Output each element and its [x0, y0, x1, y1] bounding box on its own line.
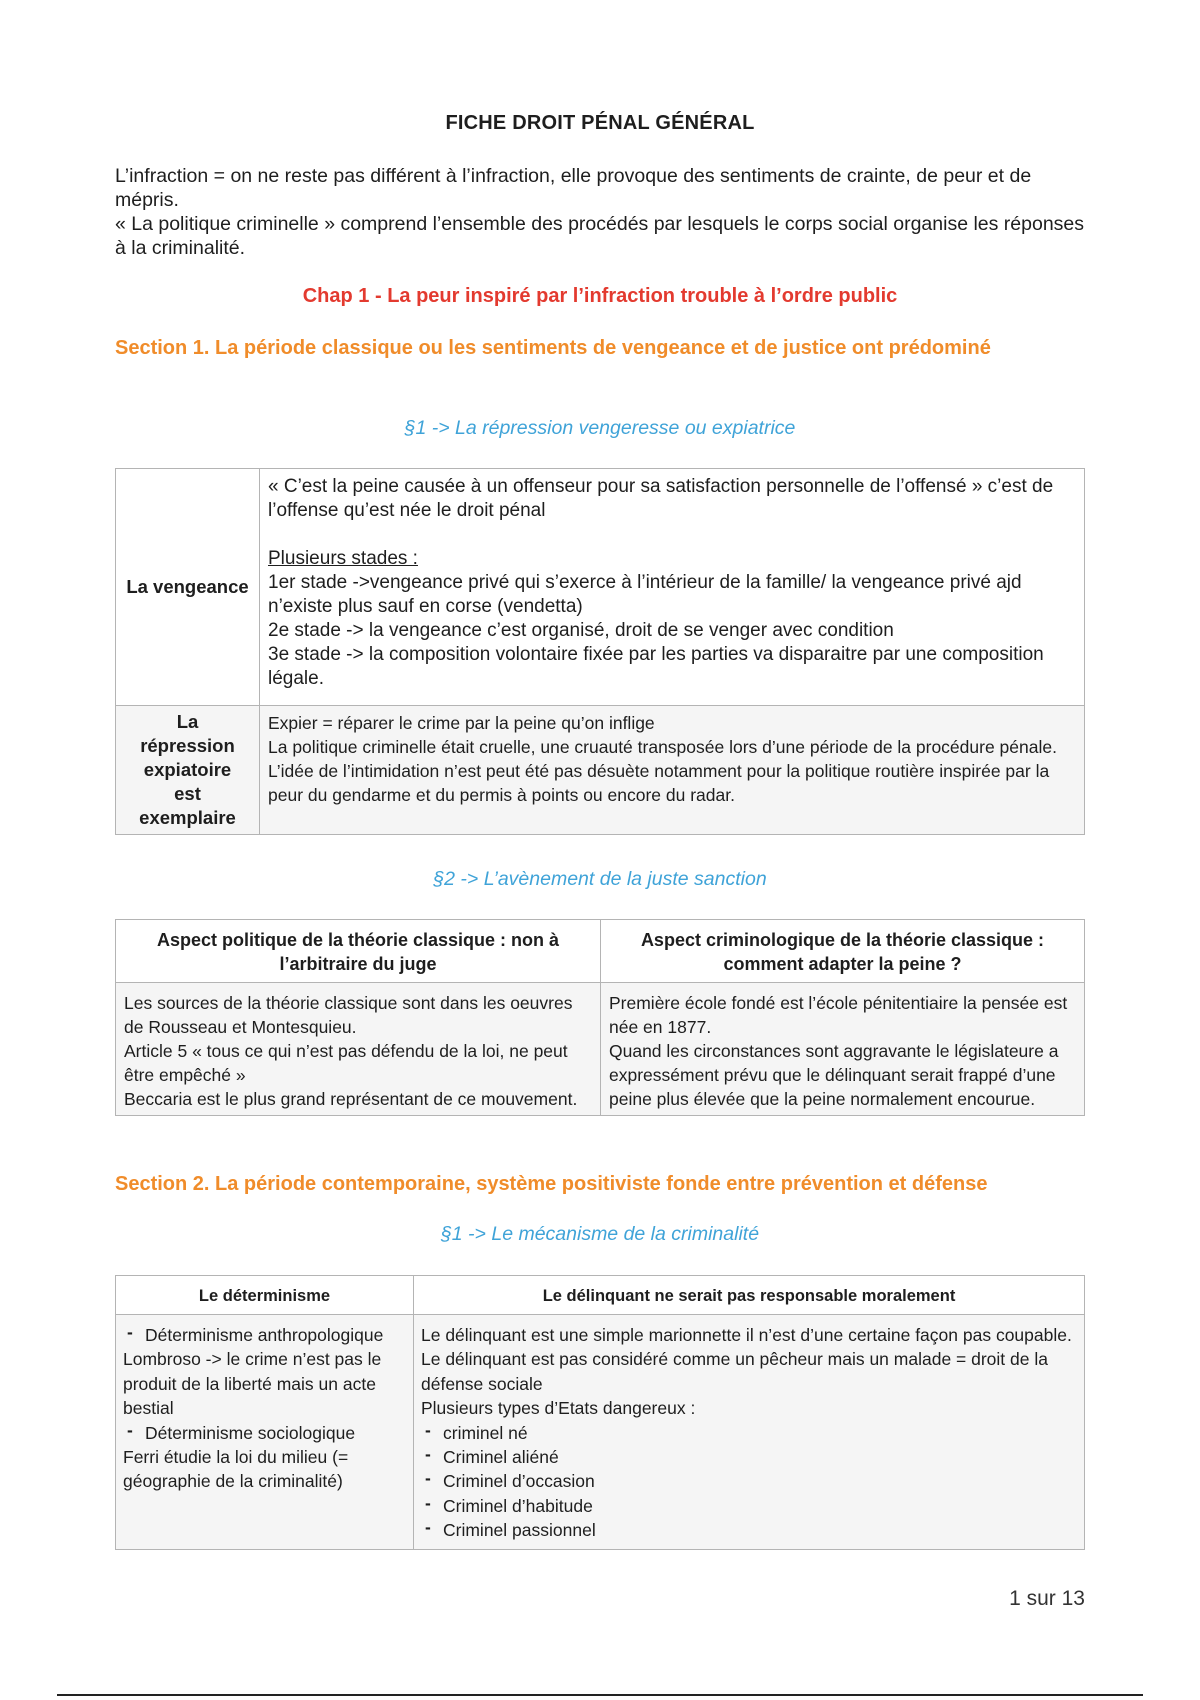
types-title: Plusieurs types d’Etats dangereux : — [421, 1398, 696, 1419]
circonstances-text: Quand les circonstances sont aggravante le législateure a expressément prévu que le délinquant serait frappé d’une peine plus élevée que la peine normalement encourue. — [609, 1041, 1059, 1109]
row-label-text: La vengeance — [126, 576, 249, 597]
label-line: La — [176, 711, 199, 732]
intro-paragraph-1: L’infraction = on ne reste pas différent à l’infraction, elle provoque des sentiments de crainte, de peur et de mépris. — [115, 165, 1032, 211]
spacer — [268, 523, 1076, 547]
ferri-text: Ferri étudie la loi du milieu (= géographie de la criminalité) — [123, 1447, 349, 1492]
bullet-sociologique: - Déterminisme sociologique — [123, 1421, 406, 1445]
cruelty-text: La politique criminelle était cruelle, une cruauté transposée lors d’une période de la procédure pénale. — [268, 737, 1057, 757]
row-label-repression — [116, 706, 260, 835]
label-line: répression — [140, 735, 235, 756]
article-5-text: Article 5 « tous ce qui n’est pas défendu de la loi, ne peut être empêché » — [124, 1041, 568, 1085]
list-item: - Criminel d’habitude — [421, 1494, 1077, 1518]
cell-determinisme — [116, 1315, 414, 1550]
row-content-vengeance — [260, 469, 1085, 706]
expier-definition: Expier = réparer le crime par la peine qu’on inflige — [268, 713, 655, 733]
label-line: exemplaire — [139, 807, 236, 828]
header-determinisme: Le déterminisme — [116, 1276, 414, 1315]
lombroso-text: Lombroso -> le crime n’est pas le produit de la liberté mais un acte bestial — [123, 1349, 382, 1419]
ecole-text: Première école fondé est l’école pénitentiaire la pensée est née en 1877. — [609, 993, 1068, 1037]
list-item: - Criminel passionnel — [421, 1518, 1077, 1542]
table-juste-sanction — [115, 919, 1085, 1116]
header-aspect-criminologique: Aspect criminologique de la théorie classique : comment adapter la peine ? — [601, 920, 1085, 983]
table-row — [116, 1315, 1085, 1550]
sources-text: Les sources de la théorie classique sont dans les oeuvres de Rousseau et Montesquieu. — [124, 993, 573, 1037]
table-row — [116, 706, 1085, 835]
cell-aspect-criminologique — [601, 983, 1085, 1116]
stages-title: Plusieurs stades : — [268, 548, 418, 569]
intimidation-text: L’idée de l’intimidation n’est peut été pas désuète notamment pour la politique routière inspirée par la peur du gendarme et du permis à points ou encore du radar. — [268, 761, 1050, 805]
beccaria-text: Beccaria est le plus grand représentant de ce mouvement. — [124, 1089, 578, 1109]
table-row — [116, 1276, 1085, 1315]
table-mecanisme — [115, 1275, 1085, 1550]
header-responsabilite: Le délinquant ne serait pas responsable moralement — [414, 1276, 1085, 1315]
vengeance-quote: « C’est la peine causée à un offenseur pour sa satisfaction personnelle de l’offensé » c’est de l’offense qu’est née le droit pénal — [268, 476, 1054, 521]
table-row — [116, 469, 1085, 706]
page-bottom-rule — [57, 1694, 1143, 1696]
page-number: 1 sur 13 — [1009, 1587, 1085, 1610]
list-item: - Criminel aliéné — [421, 1445, 1077, 1469]
list-item: - criminel né — [421, 1421, 1077, 1445]
table-row — [116, 920, 1085, 983]
table-repression — [115, 468, 1085, 835]
row-content-repression — [260, 706, 1085, 835]
list-item: - Criminel d’occasion — [421, 1469, 1077, 1493]
cell-responsabilite — [414, 1315, 1085, 1550]
chapter-heading: Chap 1 - La peur inspiré par l’infraction trouble à l’ordre public — [302, 285, 898, 307]
row-label-vengeance — [116, 469, 260, 706]
stage-2: 2e stade -> la vengeance c’est organisé, droit de se venger avec condition — [268, 620, 894, 641]
cell-aspect-politique — [116, 983, 601, 1116]
table-row — [116, 983, 1085, 1116]
section-1-heading: Section 1. La période classique ou les sentiments de vengeance et de justice ont prédominé — [115, 337, 991, 359]
marionnette-text: Le délinquant est une simple marionnette il n’est d’une certaine façon pas coupable. Le délinquant est pas considéré comme un pêcheur mais un malade = droit de la défense sociale — [421, 1325, 1072, 1394]
stage-3: 3e stade -> la composition volontaire fixée par les parties va disparaitre par une composition légale. — [268, 644, 1044, 689]
document-title: FICHE DROIT PÉNAL GÉNÉRAL — [445, 112, 755, 134]
header-aspect-politique: Aspect politique de la théorie classique : non à l’arbitraire du juge — [116, 920, 601, 983]
intro-paragraph-2: « La politique criminelle » comprend l’ensemble des procédés par lesquels le corps social organise les réponses à la criminalité. — [115, 213, 1085, 259]
subsection-1-heading: §1 -> La répression vengeresse ou expiatrice — [404, 417, 796, 439]
label-line: expiatoire — [143, 759, 232, 780]
intro — [115, 164, 1085, 260]
stage-1: 1er stade ->vengeance privé qui s’exerce à l’intérieur de la famille/ la vengeance privé ajd n’existe plus sauf en corse (vendetta) — [268, 572, 1022, 617]
subsection-2-heading: §2 -> L’avènement de la juste sanction — [433, 868, 767, 890]
bullet-anthropologique: - Déterminisme anthropologique — [123, 1323, 406, 1347]
label-line: est — [174, 783, 201, 804]
subsection-3-heading: §1 -> Le mécanisme de la criminalité — [440, 1223, 760, 1245]
section-2-heading: Section 2. La période contemporaine, système positiviste fonde entre prévention et défense — [115, 1173, 988, 1195]
